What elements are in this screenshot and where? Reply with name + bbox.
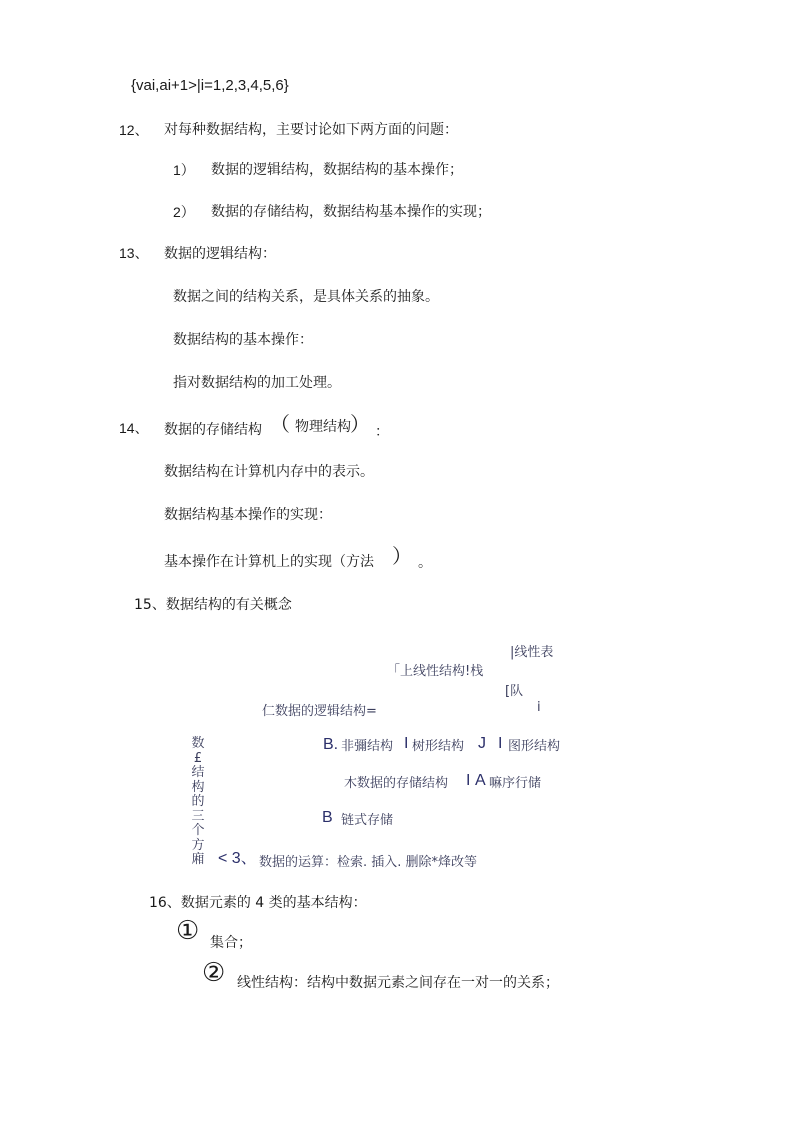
- item-14-colon: ：: [375, 424, 389, 440]
- diagram-b-mark: B.: [323, 736, 339, 753]
- item-12-number: 12、: [119, 122, 149, 138]
- item-15-title: 15、数据结构的有关概念: [134, 597, 292, 613]
- item-16-title: 16、数据元素的 4 类的基本结构：: [149, 895, 367, 911]
- diagram-bar-1: I: [404, 735, 409, 752]
- diagram-graph: 图形结构: [508, 739, 561, 754]
- item-16-c2-text: 线性结构：结构中数据元素之间存在一对一的关系；: [237, 975, 559, 991]
- item-12-sub1-text: 数据的逻辑结构，数据结构的基本操作；: [211, 162, 463, 178]
- diagram-queue: [队: [505, 684, 524, 699]
- vertical-char: 廂: [191, 852, 205, 867]
- item-14-line3-end: 。: [418, 555, 432, 571]
- diagram-b2-mark: B: [322, 809, 333, 826]
- item-14-number: 14、: [119, 420, 149, 436]
- diagram-linear-stack: 「上线性结构!栈: [387, 664, 484, 679]
- diagram-bar-2: I: [498, 735, 503, 752]
- item-14-paren-close: ）: [350, 412, 370, 436]
- diagram-sequential-storage: 嘛序行储: [489, 776, 542, 791]
- vertical-char: 数: [191, 736, 205, 751]
- vertical-char: 结: [191, 765, 205, 780]
- diagram-operations: 数据的运算：检索. 插入. 删除*烽改等: [259, 855, 478, 870]
- vertical-char: 方: [191, 837, 205, 853]
- circled-two-marker: ②: [202, 958, 226, 988]
- circled-one-marker: ①: [176, 916, 200, 946]
- formula-line: {vai,ai+1>|i=1,2,3,4,5,6}: [131, 77, 289, 94]
- diagram-logical-structure: 仁数据的逻辑结构=: [262, 704, 377, 719]
- diagram-linked-storage: 链式存储: [341, 813, 394, 828]
- item-14-paren-open: （: [270, 412, 290, 436]
- item-13-line2: 数据结构的基本操作：: [173, 332, 313, 348]
- item-14-line3-paren: ）: [392, 544, 412, 568]
- item-13-title: 数据的逻辑结构：: [164, 246, 276, 262]
- item-12-sub2-number: 2）: [173, 204, 195, 220]
- item-14-title-b: 物理结构: [295, 419, 351, 435]
- item-16-c1-text: 集合；: [210, 935, 252, 951]
- item-14-line1: 数据结构在计算机内存中的表示。: [164, 464, 374, 480]
- diagram-a-mark: A: [475, 772, 486, 789]
- item-12-sub2-text: 数据的存储结构，数据结构基本操作的实现；: [211, 204, 491, 220]
- diagram-tree: 树形结构: [412, 739, 465, 754]
- diagram-j-mark: J: [478, 735, 486, 752]
- vertical-char: £: [193, 750, 203, 766]
- diagram-bar-3: I: [466, 772, 471, 789]
- diagram-lt3: < 3、: [218, 850, 257, 867]
- diagram-vertical-label: [190, 737, 206, 868]
- diagram-i-mark: i: [537, 700, 541, 715]
- item-14-line2: 数据结构基本操作的实现：: [164, 507, 332, 523]
- item-14-line3-a: 基本操作在计算机上的实现（方法: [164, 554, 374, 570]
- item-12-sub1-number: 1）: [173, 162, 195, 178]
- vertical-char: 个: [191, 823, 205, 838]
- diagram-linear-table: |线性表: [510, 645, 554, 660]
- diagram-storage-structure: 木数据的存储结构: [344, 776, 449, 791]
- item-13-line1: 数据之间的结构关系，是具体关系的抽象。: [173, 289, 439, 305]
- item-12-title: 对每种数据结构，主要讨论如下两方面的问题：: [164, 122, 458, 138]
- vertical-char: 的: [191, 794, 205, 809]
- item-13-number: 13、: [119, 245, 149, 261]
- diagram-nonlinear: 非彌结构: [341, 739, 394, 754]
- vertical-char: 构: [191, 779, 205, 795]
- item-13-line3: 指对数据结构的加工处理。: [173, 375, 341, 391]
- vertical-char: 三: [191, 808, 205, 824]
- item-14-title-a: 数据的存储结构: [164, 422, 262, 438]
